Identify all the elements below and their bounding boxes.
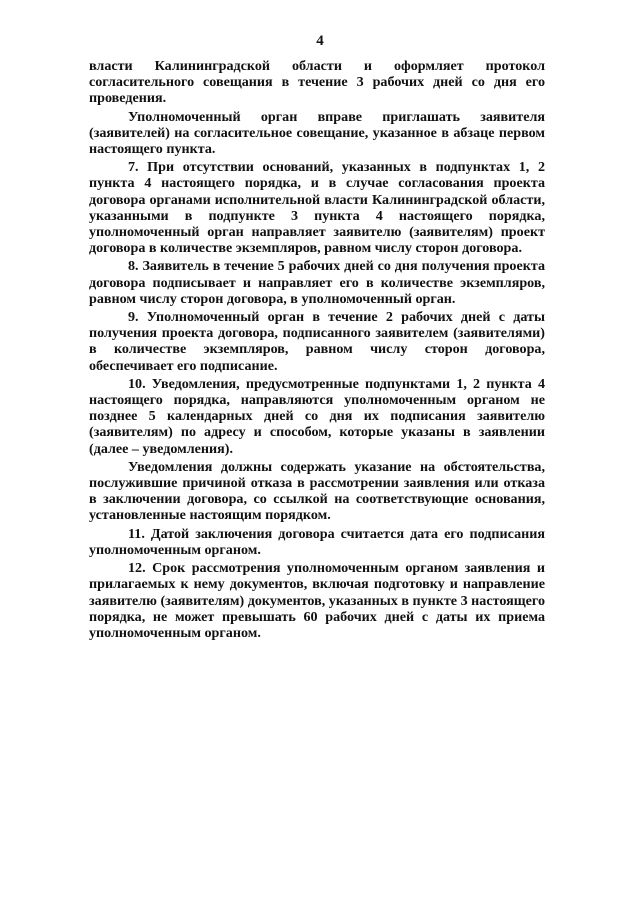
- paragraph-item-12: 12. Срок рассмотрения уполномоченным органом заявления и прилагаемых к нему документов, включая подготовку и направление заявителю (заявителям) документов, указанных в пункте 3 настоящего порядка, не может превышать 60 рабочих дней с даты их приема уполномоченным органом.: [89, 560, 545, 641]
- paragraph-item-11: 11. Датой заключения договора считается дата его подписания уполномоченным органом.: [89, 525, 545, 558]
- page-number: 4: [316, 33, 324, 49]
- paragraph-item-7: 7. При отсутствии оснований, указанных в подпунктах 1, 2 пункта 4 настоящего порядка, и в случае согласования проекта договора органами исполнительной власти Калининградской области, указанными в подпункте 3 пункта 4 настоящего порядка, уполномоченный орган направляет заявителю (заявителям) проект договора в количестве экземпляров, равном числу сторон договора.: [89, 159, 545, 257]
- document-body: [89, 58, 545, 641]
- paragraph-continuation: власти Калининградской области и оформляет протокол согласительного совещания в течение 3 рабочих дней со дня его проведения.: [89, 58, 545, 107]
- paragraph-item-10: 10. Уведомления, предусмотренные подпунктами 1, 2 пункта 4 настоящего порядка, направляются уполномоченным органом не позднее 5 календарных дней со дня их подписания заявителю (заявителям) по адресу и способом, которые указаны в заявлении (далее – уведомления).: [89, 375, 545, 457]
- paragraph-invitation: Уполномоченный орган вправе приглашать заявителя (заявителей) на согласительное совещание, указанное в абзаце первом настоящего пункта.: [89, 108, 545, 158]
- paragraph-notifications: Уведомления должны содержать указание на обстоятельства, послужившие причиной отказа в рассмотрении заявления или отказа в заключении договора, со ссылкой на соответствующие основания, установленные настоящим порядком.: [89, 458, 545, 524]
- paragraph-item-8: 8. Заявитель в течение 5 рабочих дней со дня получения проекта договора подписывает и направляет его в количестве экземпляров, равном числу сторон договора, в уполномоченный орган.: [89, 258, 545, 307]
- paragraph-item-9: 9. Уполномоченный орган в течение 2 рабочих дней с даты получения проекта договора, подписанного заявителем (заявителями) в количестве экземпляров, равном числу сторон договора, обеспечивает его подписание.: [89, 309, 545, 374]
